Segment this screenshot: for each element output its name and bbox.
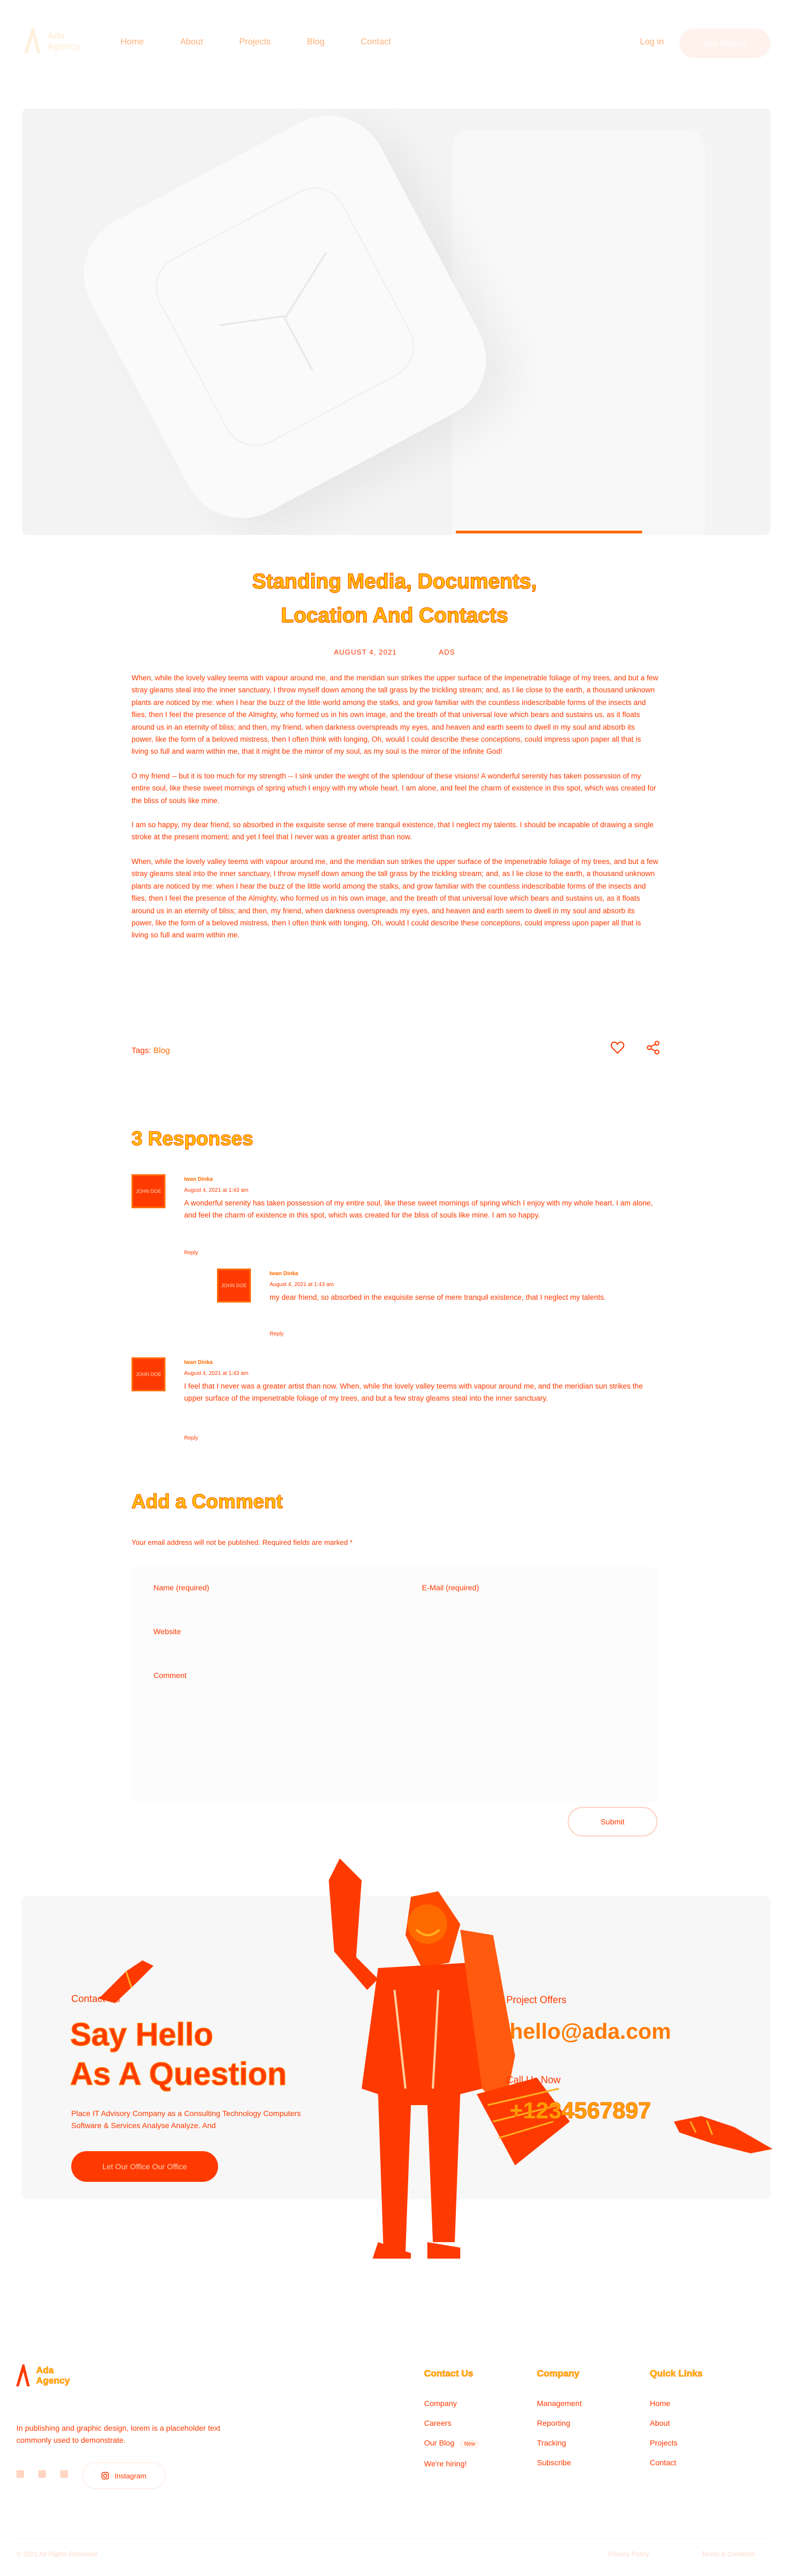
footer-link[interactable]: Home	[650, 2399, 671, 2408]
logo[interactable]	[22, 25, 88, 56]
new-badge: New	[460, 2440, 479, 2448]
email-field[interactable]: E-Mail (required)	[422, 1583, 479, 1592]
reply-link[interactable]: Reply	[270, 1331, 284, 1337]
get-started-button[interactable]: Get Started	[679, 29, 770, 58]
footer-column-title: Quick Links	[650, 2368, 703, 2379]
comment-author: Iwan Dinka	[184, 1176, 213, 1182]
login-link[interactable]: Log in	[640, 37, 664, 47]
comment-form	[132, 1567, 658, 1802]
footer-link	[424, 2438, 479, 2448]
phone-link[interactable]: +1234567897	[510, 2097, 651, 2123]
project-email-link[interactable]: hello@ada.com	[510, 2020, 671, 2044]
footer-column-quick-links	[650, 2368, 702, 2478]
comment-date: August 4, 2021 at 1:43 am	[184, 1187, 249, 1193]
footer-link[interactable]: Reporting	[537, 2419, 570, 2427]
project-offers-label: Project Offers	[506, 1994, 567, 2005]
comment-author: Iwan Dinka	[270, 1271, 299, 1277]
contact-office-button[interactable]: Let Our Office Our Office	[71, 2151, 218, 2182]
heart-icon[interactable]	[610, 1040, 625, 1055]
footer-column-title: Company	[537, 2368, 580, 2379]
website-field[interactable]: Website	[153, 1627, 181, 1636]
avatar: JOHN DOE	[132, 1357, 165, 1391]
hero-background-shape	[453, 130, 705, 535]
nav-blog[interactable]: Blog	[307, 37, 325, 47]
tag-link[interactable]: Blog	[153, 1046, 170, 1055]
article-date: AUGUST 4, 2021	[334, 648, 397, 656]
share-icon[interactable]	[647, 1040, 660, 1055]
footer-link[interactable]: Projects	[650, 2438, 678, 2447]
footer-divider	[16, 2538, 773, 2539]
site-header	[0, 0, 789, 88]
footer-description: In publishing and graphic design, lorem is a placeholder text commonly used to demonstrate.	[16, 2424, 221, 2444]
footer-link[interactable]: Tracking	[537, 2438, 567, 2447]
reply-link[interactable]: Reply	[184, 1250, 198, 1256]
hand-pointer-icon	[668, 2111, 778, 2154]
required-note: Your email address will not be published. Required fields are marked *	[132, 1538, 353, 1546]
hero-image	[22, 109, 770, 535]
footer-link[interactable]: Contact	[650, 2458, 677, 2467]
comment-author: Iwan Dinka	[184, 1360, 213, 1366]
article-meta	[164, 648, 625, 656]
footer-link[interactable]: Company	[424, 2399, 457, 2408]
logo-mark-icon	[14, 2362, 31, 2389]
footer-link[interactable]: Management	[537, 2399, 582, 2408]
footer-link[interactable]: We're hiring!	[424, 2459, 467, 2468]
privacy-link[interactable]: Privacy Policy	[608, 2550, 649, 2558]
footer-link[interactable]: Subscribe	[537, 2458, 571, 2467]
footer-column-title: Contact Us	[424, 2368, 473, 2379]
article-paragraph: When, while the lovely valley teems with vapour around me, and the meridian sun strikes the upper surface of the impenetrable foliage of my trees, and but a few stray gleams steal into the inner sanctuary, I throw myself down among the tall grass by the trickling stream; and, as I lie close to the earth, a thousand unknown plants are noticed by me: when I hear the buzz of the little world among the stalks, and grow familiar with the countless indescribable forms of the insects and flies, then I feel the presence of the Almighty, who formed us in his own image, and the breath of that universal love which bears and sustains us, as it floats around us in an eternity of bliss; and then, my friend, when darkness overspreads my eyes, and heaven and earth seem to dwell in my soul and absorb its power, like the form of a beloved mistress, then I often think with longing, Oh, would I could describe these conceptions, could impress upon paper all that is living so full and warm within me, that it might be the mirror of my soul, as my soul is the mirror of the infinite God!	[132, 674, 659, 756]
footer-link[interactable]: Careers	[424, 2419, 451, 2427]
copyright: © 2021 All Rights Reserved.	[16, 2550, 99, 2558]
contact-heading: Say Hello As A Question	[70, 2017, 287, 2092]
add-comment-title: Add a Comment	[132, 1490, 283, 1512]
tags-label: Tags:	[132, 1046, 151, 1055]
avatar: JOHN DOE	[132, 1174, 165, 1208]
instagram-icon	[101, 2472, 109, 2480]
linkedin-icon[interactable]	[60, 2470, 68, 2478]
name-field[interactable]: Name (required)	[153, 1583, 209, 1592]
social-links	[16, 2470, 68, 2478]
article-body	[132, 672, 659, 954]
footer-link-blog[interactable]: Our Blog	[424, 2438, 455, 2447]
footer-logo-text: Ada Agency	[36, 2365, 70, 2386]
people-illustration	[296, 1858, 581, 2259]
instagram-label: Instagram	[115, 2471, 146, 2480]
comment	[132, 1174, 658, 1256]
article-title: Standing Media, Documents, Location And Contacts	[252, 570, 537, 627]
contact-description: Place IT Advisory Company as a Consulting Technology Computers Software & Services Analyse Analyze. And	[71, 2109, 301, 2130]
comment-date: August 4, 2021 at 1:43 am	[184, 1371, 249, 1377]
avatar: JOHN DOE	[217, 1269, 251, 1303]
comment	[132, 1357, 658, 1445]
submit-button[interactable]: Submit	[568, 1807, 658, 1836]
main-nav	[121, 37, 391, 47]
hero-accent-line	[456, 531, 642, 533]
contact-label: Contact Us	[71, 1993, 121, 2004]
facebook-icon[interactable]	[16, 2470, 24, 2478]
terms-link[interactable]: Terms & Condition	[701, 2550, 756, 2558]
clock-illustration	[62, 109, 507, 535]
article-tags	[132, 1046, 170, 1055]
comment-text: my dear friend, so absorbed in the exquisite sense of mere tranquil existence, that I neglect my talents.	[270, 1293, 606, 1301]
nav-home[interactable]: Home	[121, 37, 144, 47]
nav-contact[interactable]: Contact	[361, 37, 391, 47]
instagram-button[interactable]	[82, 2463, 165, 2489]
comment-text: I feel that I never was a greater artist than now. When, while the lovely valley teems with vapour around me, and the meridian sun strikes the upper surface of the impenetrable foliage of my trees, and but a few stray gleams steal into the inner sanctuary.	[184, 1382, 643, 1402]
article-paragraph: I am so happy, my dear friend, so absorbed in the exquisite sense of mere tranquil existence, that I neglect my talents. I should be incapable of drawing a single stroke at the present moment; and yet I feel that I never was a greater artist than now.	[132, 821, 654, 841]
nav-about[interactable]: About	[180, 37, 203, 47]
twitter-icon[interactable]	[38, 2470, 46, 2478]
footer-logo[interactable]	[14, 2362, 91, 2395]
comment-field[interactable]: Comment	[153, 1671, 187, 1680]
footer-column-company	[537, 2368, 582, 2478]
responses-title: 3 Responses	[132, 1127, 254, 1150]
comment-date: August 4, 2021 at 1:43 am	[270, 1282, 334, 1288]
article-author[interactable]: ADS	[438, 648, 455, 656]
logo-text: Ada Agency	[47, 31, 81, 52]
article-paragraph: When, while the lovely valley teems with vapour around me, and the meridian sun strikes the upper surface of the impenetrable foliage of my trees, and but a few stray gleams steal into the inner sanctuary, I throw myself down among the tall grass by the trickling stream; and, as I lie close to the earth, a thousand unknown plants are noticed by me: when I hear the buzz of the little world among the stalks, and grow familiar with the countless indescribable forms of the insects and flies, then I feel the presence of the Almighty, who formed us in his own image, and the breath of that universal love which bears and sustains us, as it floats around us in an eternity of bliss; and then, my friend, when darkness overspreads my eyes, and heaven and earth seem to dwell in my soul and absorb its power, like the form of a beloved mistress, then I often think with longing, Oh, would I could describe these conceptions, could impress upon paper all that is living so full and warm within me.	[132, 857, 659, 940]
logo-mark-icon	[22, 25, 42, 56]
reply-link[interactable]: Reply	[184, 1435, 198, 1441]
call-label: Call Us Now	[506, 2074, 561, 2085]
comment-text: A wonderful serenity has taken possession of my entire soul, like these sweet mornings of spring which I enjoy with my whole heart. I am alone, and feel the charm of existence in this spot, which was created for the bliss of souls like mine. I am so happy.	[184, 1199, 653, 1219]
footer-link[interactable]: About	[650, 2419, 670, 2427]
footer-column-contact	[424, 2368, 479, 2479]
article-paragraph: O my friend -- but it is too much for my strength -- I sink under the weight of the splendour of these visions! A wonderful serenity has taken possession of my entire soul, like these sweet mornings of spring which I enjoy with my whole heart. I am alone, and feel the charm of existence in this spot, which was created for the bliss of souls like mine.	[132, 771, 656, 805]
nav-projects[interactable]: Projects	[239, 37, 271, 47]
comment	[217, 1269, 658, 1340]
